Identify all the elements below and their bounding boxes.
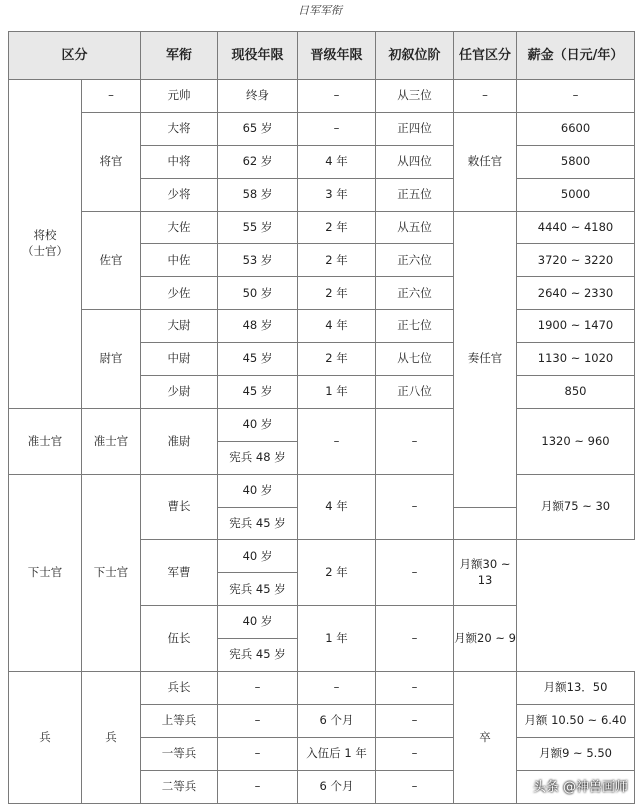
salary-cell: 6600 (517, 112, 635, 145)
group-zhunshiguan: 准士官 (9, 408, 82, 474)
court-cell: 正四位 (376, 112, 454, 145)
court-cell: 从七位 (376, 343, 454, 376)
court-cell: – (376, 672, 454, 705)
age-cell: 48 岁 (218, 310, 298, 343)
group-jiangxiao: 将校 （士官） (9, 80, 82, 409)
promo-cell: 4 年 (298, 310, 376, 343)
appointment-chokunin: 敕任官 (454, 112, 517, 211)
age-cell: 40 岁 (218, 474, 298, 507)
promo-cell: 1 年 (298, 606, 376, 672)
promo-cell: 6 个月 (298, 770, 376, 803)
promo-cell: 3 年 (298, 178, 376, 211)
salary-cell: 1320 ~ 960 (517, 408, 635, 474)
subgroup-zhunshiguan: 准士官 (82, 408, 141, 474)
court-cell: – (376, 474, 454, 540)
rank-cell: 一等兵 (141, 737, 218, 770)
court-cell: – (376, 737, 454, 770)
promo-cell: – (298, 112, 376, 145)
table-row (9, 80, 635, 113)
header-salary: 薪金（日元/年） (517, 32, 635, 80)
age-cell: 宪兵 45 岁 (218, 573, 298, 606)
age-cell: 45 岁 (218, 343, 298, 376)
header-court-rank: 初叙位阶 (376, 32, 454, 80)
subgroup-cell: – (82, 80, 141, 113)
promo-cell: – (298, 672, 376, 705)
rank-cell: 中尉 (141, 343, 218, 376)
age-cell: – (218, 672, 298, 705)
salary-cell: 5000 (517, 178, 635, 211)
promo-cell: 6 个月 (298, 704, 376, 737)
age-cell: 宪兵 45 岁 (218, 639, 298, 672)
court-cell: 正七位 (376, 310, 454, 343)
group-bing: 兵 (9, 672, 82, 804)
table-row (9, 211, 635, 244)
table-row (9, 474, 635, 507)
rank-cell: 中将 (141, 145, 218, 178)
rank-cell: 大将 (141, 112, 218, 145)
salary-cell: 月额13．50 (517, 672, 635, 705)
promo-cell: 4 年 (298, 474, 376, 540)
appointment-zu: 卒 (454, 672, 517, 804)
age-cell: – (218, 704, 298, 737)
promo-cell: – (298, 80, 376, 113)
rank-cell: 大尉 (141, 310, 218, 343)
salary-cell: 850 (517, 376, 635, 409)
header-promotion: 晋级年限 (298, 32, 376, 80)
table-row (9, 408, 635, 441)
court-cell: – (376, 540, 454, 606)
age-cell: 50 岁 (218, 277, 298, 310)
header-category: 区分 (9, 32, 141, 80)
salary-cell: 月额75 ~ 30 (517, 474, 635, 540)
age-cell: 40 岁 (218, 540, 298, 573)
table-row (9, 112, 635, 145)
page-title: 日军军衔 (298, 4, 342, 17)
subgroup-bing: 兵 (82, 672, 141, 804)
age-cell: 宪兵 45 岁 (218, 507, 298, 540)
salary-cell: 5800 (517, 145, 635, 178)
salary-cell: 3720 ~ 3220 (517, 244, 635, 277)
salary-cell: 1130 ~ 1020 (517, 343, 635, 376)
age-cell: 45 岁 (218, 376, 298, 409)
salary-cell: 2640 ~ 2330 (517, 277, 635, 310)
rank-cell: 元帅 (141, 80, 218, 113)
age-cell: – (218, 737, 298, 770)
court-cell: 正六位 (376, 244, 454, 277)
court-cell: – (376, 408, 454, 474)
header-rank: 军衔 (141, 32, 218, 80)
promo-cell: 1 年 (298, 376, 376, 409)
promo-cell: – (298, 408, 376, 474)
court-cell: – (376, 704, 454, 737)
age-cell: 62 岁 (218, 145, 298, 178)
table-row (9, 672, 635, 705)
age-cell: 宪兵 48 岁 (218, 441, 298, 474)
subgroup-zuoguan: 佐官 (82, 211, 141, 310)
rank-cell: 少尉 (141, 376, 218, 409)
header-row (9, 32, 635, 80)
court-cell: 正六位 (376, 277, 454, 310)
age-cell: 58 岁 (218, 178, 298, 211)
age-cell: – (218, 770, 298, 803)
court-cell: – (376, 770, 454, 803)
salary-cell: 4440 ~ 4180 (517, 211, 635, 244)
watermark: 头条 @神兽画师 (532, 780, 628, 795)
header-age-limit: 现役年限 (218, 32, 298, 80)
rank-cell: 少将 (141, 178, 218, 211)
promo-cell: 2 年 (298, 277, 376, 310)
subgroup-xiashiguan: 下士官 (82, 474, 141, 671)
rank-cell: 兵长 (141, 672, 218, 705)
court-cell: 从四位 (376, 145, 454, 178)
promo-cell: 2 年 (298, 211, 376, 244)
appointment-sonin: 奏任官 (454, 211, 517, 507)
court-cell: 从五位 (376, 211, 454, 244)
promo-cell: 2 年 (298, 244, 376, 277)
rank-cell: 二等兵 (141, 770, 218, 803)
promo-cell: 4 年 (298, 145, 376, 178)
age-cell: 65 岁 (218, 112, 298, 145)
group-xiashiguan: 下士官 (9, 474, 82, 671)
age-cell: 55 岁 (218, 211, 298, 244)
rank-cell: 大佐 (141, 211, 218, 244)
appointment-cell: – (454, 80, 517, 113)
subgroup-weiguan: 尉官 (82, 310, 141, 409)
salary-cell: 月额9 ~ 5.50 (517, 737, 635, 770)
age-cell: 终身 (218, 80, 298, 113)
header-appointment: 任官区分 (454, 32, 517, 80)
salary-cell: 月额20 ~ 9 (454, 606, 517, 672)
rank-cell: 中佐 (141, 244, 218, 277)
age-cell: 53 岁 (218, 244, 298, 277)
salary-cell: 1900 ~ 1470 (517, 310, 635, 343)
rank-cell: 上等兵 (141, 704, 218, 737)
age-cell: 40 岁 (218, 408, 298, 441)
salary-cell: – (517, 80, 635, 113)
rank-cell: 曹长 (141, 474, 218, 540)
rank-cell: 准尉 (141, 408, 218, 474)
court-cell: 正五位 (376, 178, 454, 211)
court-cell: 正八位 (376, 376, 454, 409)
age-cell: 40 岁 (218, 606, 298, 639)
salary-cell: 月额 10.50 ~ 6.40 (517, 704, 635, 737)
court-cell: – (376, 606, 454, 672)
promo-cell: 2 年 (298, 540, 376, 606)
rank-cell: 军曹 (141, 540, 218, 606)
court-cell: 从三位 (376, 80, 454, 113)
table-row (9, 310, 635, 343)
rank-table (8, 31, 635, 804)
rank-cell: 少佐 (141, 277, 218, 310)
salary-cell: 月额30 ~ 13 (454, 540, 517, 606)
subgroup-jiangguan: 将官 (82, 112, 141, 211)
promo-cell: 2 年 (298, 343, 376, 376)
rank-cell: 伍长 (141, 606, 218, 672)
promo-cell: 入伍后 1 年 (298, 737, 376, 770)
